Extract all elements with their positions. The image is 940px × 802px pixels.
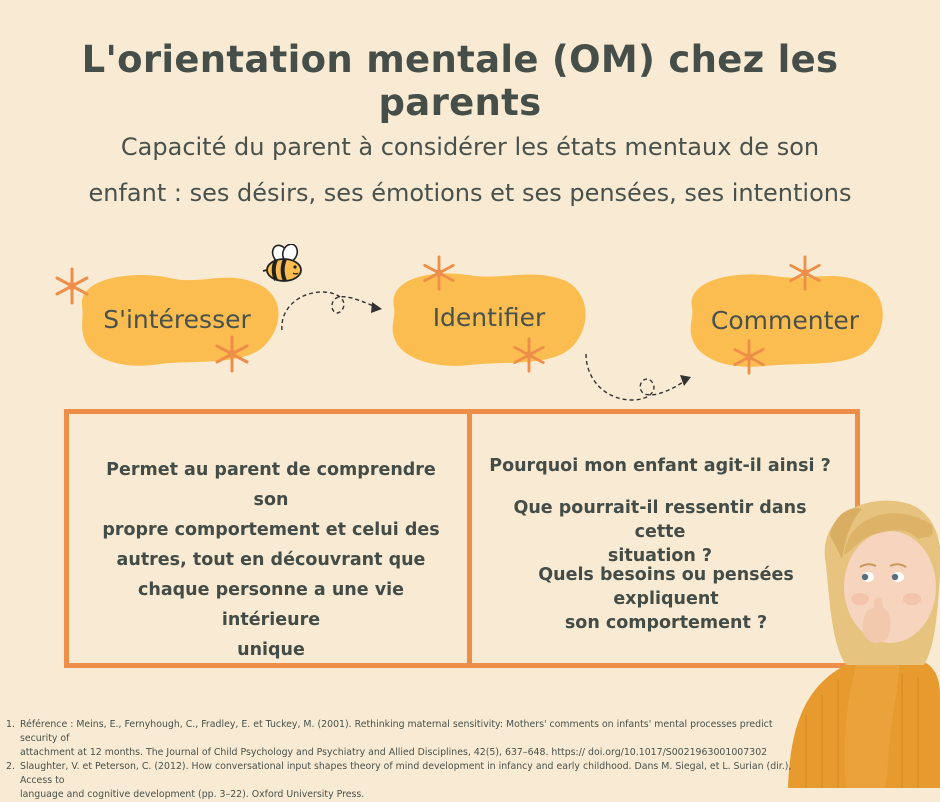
step-label: Identifier [432,303,546,332]
benefit-line: unique [237,640,305,660]
page-subtitle [40,124,900,216]
question-line: Quels besoins ou pensées expliquent [538,565,794,609]
dashed-arrow-icon [580,350,696,408]
reference-line: Slaughter, V. et Peterson, C. (2012). How conversational input shapes theory of mind development in infancy and early childhood. Dans M. Siegal, et L. Surian (dir.), Access to [20,761,792,786]
question-2 [488,496,832,568]
reference-item [6,760,796,802]
sparkle-icon [510,336,548,374]
dashed-arrow-icon [276,278,388,334]
step-label: Commenter [710,305,860,335]
page-title: L'orientation mentale (OM) chez les parents [81,38,839,124]
sparkle-icon [212,334,252,374]
question-3 [496,563,836,635]
sparkle-icon [730,338,768,376]
reference-number: 2. [6,761,15,772]
references [6,718,796,802]
subtitle-line-1: Capacité du parent à considérer les états mentaux de son [120,133,820,161]
question-line: situation ? [607,546,713,566]
sparkle-icon [786,254,824,292]
step-commenter [682,268,888,372]
question-line: son comportement ? [564,613,768,633]
benefit-line: Permet au parent de comprendre son [106,460,436,510]
reference-line: Référence : Meins, E., Fernyhough, C., Fradley, E. et Tuckey, M. (2001). Rethinking maternal sensitivity: Mothers' comments on infants' mental processes predict security of [20,719,773,744]
sparkle-icon [52,266,92,306]
step-label: S'intéresser [103,304,251,334]
reference-item [6,718,796,760]
panel-divider [467,412,472,666]
step-identifier [386,265,592,370]
reference-line: language and cognitive development (pp. 3–22). Oxford University Press. [20,789,365,800]
benefit-line: chaque personne a une vie intérieure [138,580,404,630]
benefit-line: autres, tout en découvrant que [116,550,426,570]
question-line: Pourquoi mon enfant agit-il ainsi ? [489,456,831,476]
sparkle-icon [420,254,458,292]
question-1 [488,454,832,478]
reference-number: 1. [6,719,15,730]
subtitle-line-2: enfant : ses désirs, ses émotions et ses pensées, ses intentions [88,179,852,207]
reference-line: attachment at 12 months. The Journal of Child Psychology and Psychiatry and Allied Disciplines, 42(5), 637–648. https:// doi.org/10.1017/S0021963001007302 [20,747,768,758]
question-line: Que pourrait-il ressentir dans cette [513,498,807,542]
om-benefit-text [96,455,446,665]
thinking-child-photo [786,495,940,788]
benefit-line: propre comportement et celui des [102,520,440,540]
